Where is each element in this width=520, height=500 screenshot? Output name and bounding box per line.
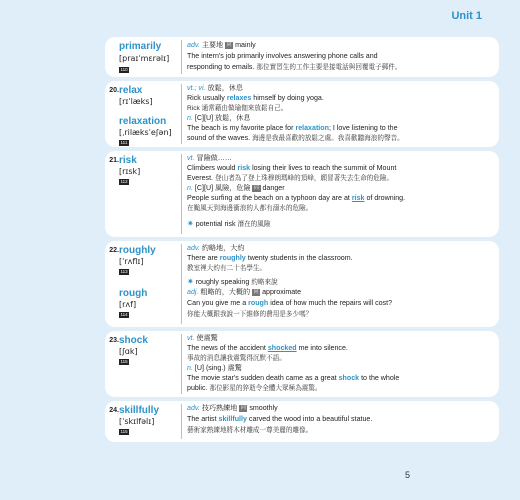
example-text: sound of the waves.	[187, 134, 251, 142]
example-zh: 藝術家熟練地將木材雕成一尊美麗的雕像。	[187, 427, 313, 434]
meaning: 冒險做……	[196, 154, 232, 162]
example-text: Climbers would	[187, 164, 238, 172]
meaning: 風險，危險	[215, 184, 251, 192]
divider	[181, 244, 182, 324]
phrase-line	[187, 218, 493, 230]
synonym: approximate	[262, 288, 302, 296]
example-text: The artist	[187, 415, 219, 423]
sun-icon: ✷	[187, 219, 194, 228]
grammar-note: [U] (sing.)	[194, 364, 226, 372]
entry-number: 22.	[109, 247, 119, 254]
highlight-word: roughly	[219, 254, 246, 262]
part-of-speech: adv.	[187, 244, 200, 252]
part-of-speech: n.	[187, 114, 193, 122]
headword: skillfully	[119, 405, 160, 416]
part-of-speech: vt.	[187, 334, 195, 342]
entry-primarily	[105, 37, 499, 77]
part-of-speech: vt.	[187, 154, 195, 162]
phrase: roughly speaking	[195, 278, 250, 286]
meaning: 使震驚	[196, 334, 218, 342]
example-text: idea of how much the repairs will cost?	[268, 299, 393, 307]
example-en	[187, 298, 493, 309]
phonetic: [ˌrilæksˈeʃən]	[119, 128, 172, 137]
entry-number: 23.	[109, 337, 119, 344]
headword: roughly	[119, 245, 156, 256]
part-of-speech: n.	[187, 184, 193, 192]
synonym-tag: 同	[226, 42, 232, 48]
example-zh: 事故的消息讓我震驚得沉默不語。	[187, 355, 286, 362]
headword-derivative: rough	[119, 288, 148, 299]
example-zh: 教室裡大約有二十名學生。	[187, 265, 267, 272]
entry-number: 21.	[109, 157, 119, 164]
synonym-tag: 同	[253, 289, 259, 295]
example-text: losing their lives to reach the summit of Mount	[250, 164, 397, 172]
example-text: The news of the accident	[187, 344, 268, 352]
highlight-word: shock	[338, 374, 360, 382]
headword: relax	[119, 85, 143, 96]
part-of-speech: vt.; vi.	[187, 84, 206, 92]
sun-icon: ✷	[187, 277, 194, 286]
phonetic: [ˈskɪlfəlɪ]	[119, 417, 155, 426]
meaning: 技巧熟練地	[201, 404, 238, 412]
example-zh: 在颱風天到海邊衝浪的人都有溺水的危險。	[187, 205, 313, 212]
entry-roughly	[105, 241, 499, 327]
meaning: 主要地	[201, 41, 224, 49]
meaning: 約略地，大約	[201, 244, 245, 252]
phonetic: [ʃɑk]	[119, 347, 138, 356]
page-number: 5	[404, 470, 410, 480]
synonym-tag: 同	[253, 185, 259, 191]
part-of-speech: adv.	[187, 404, 200, 412]
phrase-zh: 約略來說	[251, 279, 278, 286]
divider	[181, 154, 182, 234]
example-zh: 那位影星的猝逝令全體大眾極為震驚。	[209, 385, 322, 392]
example-en	[187, 414, 493, 425]
entry-risk	[105, 151, 499, 237]
audio-track-tag: 115	[120, 429, 128, 434]
headword: primarily	[119, 41, 162, 52]
example-text: There are	[187, 254, 220, 262]
phrase-zh: 潛在的風險	[237, 221, 271, 228]
divider	[181, 404, 182, 439]
entry-shock	[105, 331, 499, 397]
audio-track-tag: 112	[120, 179, 128, 184]
highlight-word: relaxation	[295, 124, 329, 132]
phonetic: [praɪˈmɛrəlɪ]	[119, 54, 170, 63]
definition-line	[187, 403, 493, 414]
example-text: People surfing at the beach on a typhoon day are at	[187, 194, 352, 202]
headword: risk	[119, 155, 137, 166]
highlight-word: rough	[248, 299, 269, 307]
example-zh: 登山者為了登上珠穆朗瑪峰的頂峰，願冒著失去生命的危險。	[215, 175, 394, 182]
grammar-note: [C][U]	[194, 184, 214, 192]
example-text: carved the wood into a beautiful statue.	[246, 415, 373, 423]
definition-line	[187, 40, 493, 51]
example-text: public.	[187, 384, 208, 392]
entry-number: 24.	[109, 407, 119, 414]
example-text: himself by doing yoga.	[251, 94, 324, 102]
example-text: The beach is my favorite place for	[187, 124, 296, 132]
highlight-word: relaxes	[226, 94, 252, 102]
meaning: 震驚	[227, 364, 242, 372]
phonetic: [rɪsk]	[119, 167, 141, 176]
entry-relax	[105, 81, 499, 147]
part-of-speech: adj.	[187, 288, 199, 296]
synonym: danger	[262, 184, 285, 192]
divider	[181, 84, 182, 144]
example-en: The intern's job primarily involves answering phone calls and	[187, 52, 378, 60]
part-of-speech: n.	[187, 364, 193, 372]
example-text: Rick usually	[187, 94, 227, 102]
phonetic: [ˈrʌflɪ]	[119, 257, 144, 266]
audio-track-tag: 111	[120, 140, 128, 145]
phonetic: [rɪˈlæks]	[119, 97, 153, 106]
synonym: mainly	[235, 41, 256, 49]
example-en-cont	[187, 133, 493, 144]
highlight-word: risk	[351, 194, 365, 202]
synonym: smoothly	[249, 404, 278, 412]
example-text: responding to emails.	[187, 63, 255, 71]
example-zh: Rick 通常藉由做瑜伽來放鬆自己。	[187, 105, 288, 112]
example-en-cont	[187, 62, 493, 73]
example-text: to the whole	[359, 374, 400, 382]
audio-track-tag: 110	[120, 67, 128, 72]
definition-line	[187, 287, 493, 298]
example-text: Everest.	[187, 174, 214, 182]
example-text: twenty students in the classroom.	[245, 254, 353, 262]
unit-label: Unit 1	[451, 10, 482, 22]
headword-derivative: relaxation	[119, 116, 167, 127]
audio-track-tag: 115	[120, 359, 128, 364]
example-text: ; I love listening to the	[328, 124, 398, 132]
divider	[181, 40, 182, 74]
headword: shock	[119, 335, 148, 346]
divider	[181, 334, 182, 394]
meaning: 放鬆，休息	[207, 84, 243, 92]
entry-number: 20.	[109, 87, 119, 94]
highlight-word: risk	[237, 164, 251, 172]
example-zh: 你能大概跟我說一下維修的費用是多少嗎？	[187, 311, 313, 318]
meaning: 粗略的，大概的	[200, 288, 251, 296]
left-margin	[0, 0, 100, 500]
example-zh: 海邊是我最喜歡的放鬆之處。我喜歡聽海浪的聲音。	[252, 135, 404, 142]
example-text: me into silence.	[296, 344, 348, 352]
grammar-note: [C][U]	[194, 114, 214, 122]
example-text: of drowning.	[364, 194, 406, 202]
unit-header	[0, 6, 520, 24]
example-text: Can you give me a	[187, 299, 249, 307]
synonym-tag: 同	[240, 405, 246, 411]
part-of-speech: adv.	[187, 41, 200, 49]
audio-track-tag: 114	[120, 312, 128, 317]
meaning: 放鬆，休息	[215, 114, 251, 122]
highlight-word: shocked	[267, 344, 297, 352]
phrase: potential risk	[195, 220, 236, 228]
example-text: The movie star's sudden death came as a great	[187, 374, 339, 382]
entry-skillfully	[105, 401, 499, 442]
example-zh: 那位實習生的工作主要是接電話與回覆電子郵件。	[256, 64, 402, 71]
highlight-word: skillfully	[218, 415, 247, 423]
phonetic: [rʌf]	[119, 300, 137, 309]
audio-track-tag: 113	[120, 269, 128, 274]
example-en-cont	[187, 383, 493, 394]
